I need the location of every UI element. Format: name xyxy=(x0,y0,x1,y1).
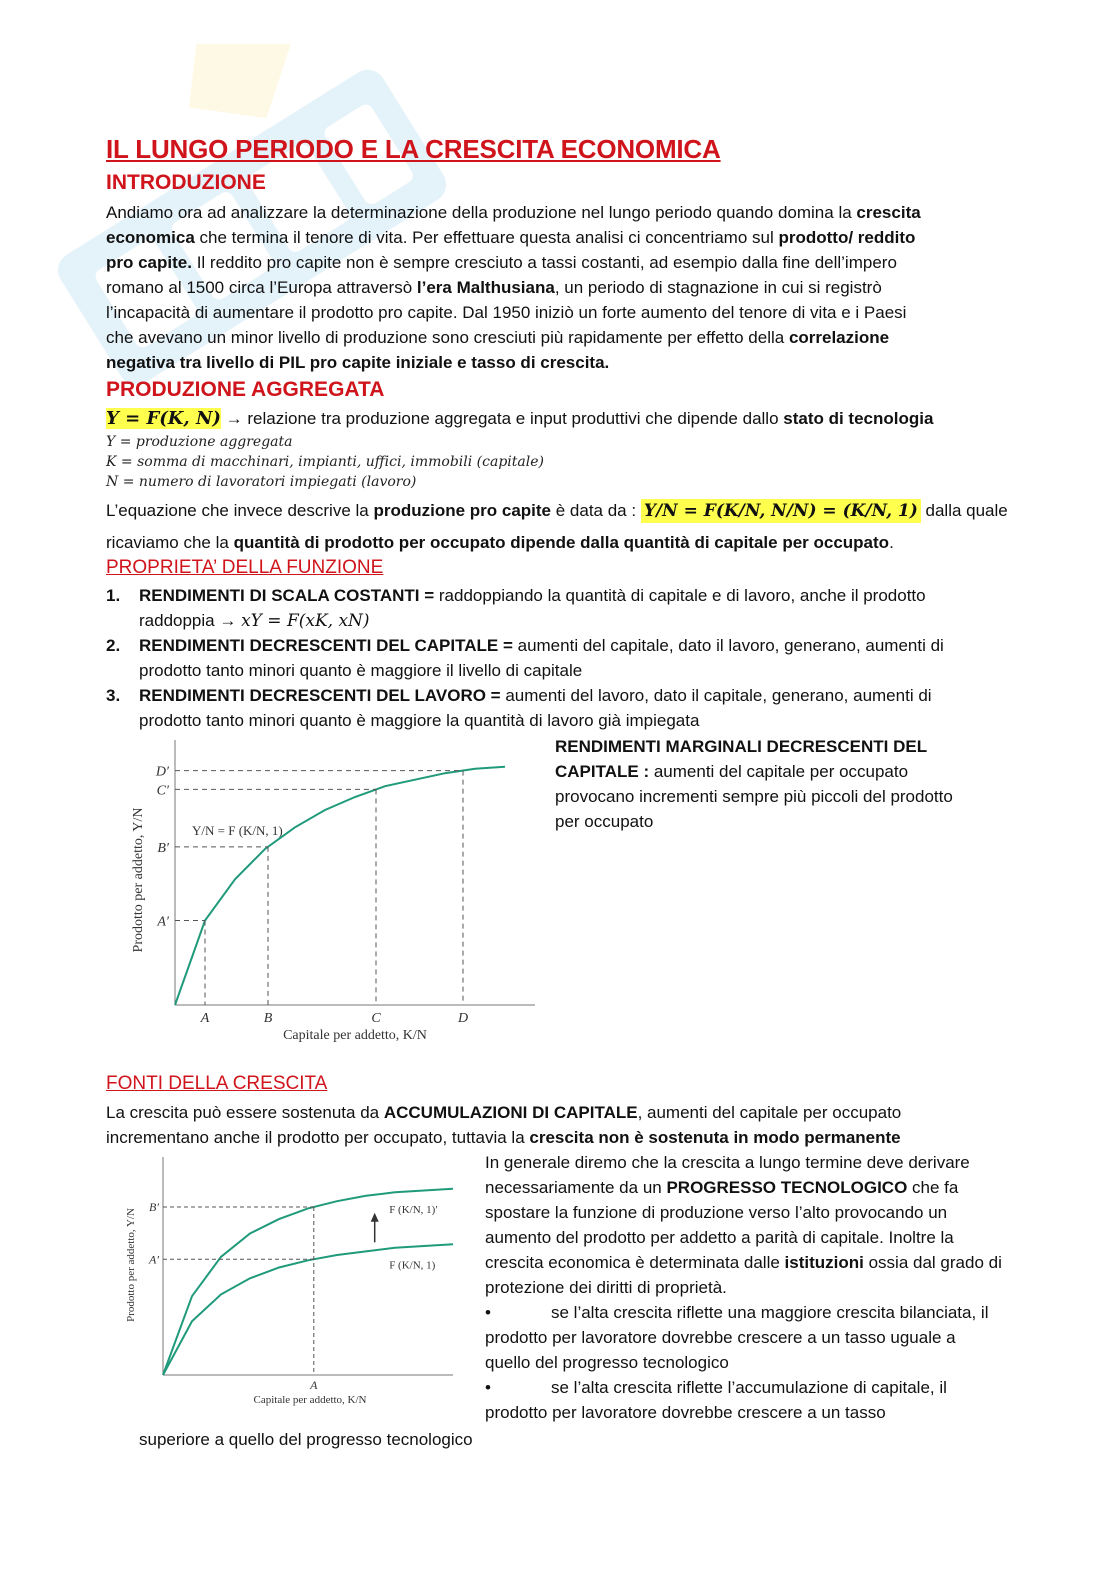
per-capita-formula: Y/N = F(K/N, N/N) = (K/N, 1) xyxy=(641,499,921,523)
production-function-line: Y = F(K, N) → relazione tra produzione aggregata e input produttivi che dipende dallo stato di tecnologia xyxy=(106,408,934,429)
bullet-balanced-growth: • se l’alta crescita riflette una maggiore crescita bilanciata, il prodotto per lavoratore dovrebbe crescere a un tasso uguale a quello del progresso tecnologico xyxy=(485,1300,1005,1375)
intro-heading: INTRODUZIONE xyxy=(106,171,266,194)
chart1-x-tick-label: A xyxy=(200,1011,210,1026)
chart2-arrow-head-icon xyxy=(371,1213,379,1222)
properties-heading: PROPRIETA’ DELLA FUNZIONE xyxy=(106,557,384,578)
bullet-capital-accumulation: • se l’alta crescita riflette l’accumulazione di capitale, il prodotto per lavoratore dovrebbe crescere a un tasso xyxy=(485,1375,1005,1425)
chart2-series-label: F (K/N, 1) xyxy=(389,1259,436,1272)
chart2-x-axis-label: Capitale per addetto, K/N xyxy=(253,1394,367,1406)
diminishing-returns-note: RENDIMENTI MARGINALI DECRESCENTI DEL CAPITALE : aumenti del capitale per occupato provocano incrementi sempre più piccoli del prodotto per occupato xyxy=(555,737,953,831)
production-heading: PRODUZIONE AGGREGATA xyxy=(106,378,385,401)
definition-k: K = somma di macchinari, impianti, uffici, immobili (capitale) xyxy=(106,454,544,470)
bullet-icon: • xyxy=(485,1303,491,1322)
chart2-y-axis-label: Prodotto per addetto, Y/N xyxy=(125,1208,137,1322)
chart1-production-curve xyxy=(175,767,505,1005)
chart2-series-label: F (K/N, 1)′ xyxy=(389,1203,438,1216)
property-item-2: 2. RENDIMENTI DECRESCENTI DEL CAPITALE = aumenti del capitale, dato il lavoro, generano, aumenti di prodotto tanto minori quanto è maggiore il livello di capitale xyxy=(106,636,944,680)
chart1-x-axis-label: Capitale per addetto, K/N xyxy=(283,1028,427,1043)
per-capita-equation-line: L’equazione che invece descrive la produzione pro capite è data da : Y/N = F(K/N, N/N) = (K/N, 1) dalla quale xyxy=(106,501,1008,521)
chart2-y-tick-label: A′ xyxy=(149,1252,159,1267)
document-title: IL LUNGO PERIODO E LA CRESCITA ECONOMICA xyxy=(106,134,721,164)
chart1-y-tick-label: A′ xyxy=(157,914,169,930)
technology-shift-chart xyxy=(120,1155,465,1410)
definition-y: Y = produzione aggregata xyxy=(106,434,293,450)
definition-n: N = numero di lavoratori impiegati (lavoro) xyxy=(106,474,417,490)
chart1-y-tick-label: B′ xyxy=(157,840,169,856)
technological-progress-paragraph: In generale diremo che la crescita a lungo termine deve derivare necessariamente da un PROGRESSO TECNOLOGICO che fa spostare la funzione di produzione verso l’alto provocando un aumento del prodotto per addetto a parità di capitale. Inoltre la crescita economica è determinata dalle istituzioni ossia dal grado di protezione dei diritti di proprietà. • se l’alta crescita riflette una maggiore crescita bilanciata, il prodotto per lavoratore dovrebbe crescere a un tasso uguale a quello del progresso tecnologico • se l’alta crescita riflette l’accumulazione di capitale, il prodotto per lavoratore dovrebbe crescere a un tasso xyxy=(485,1150,1005,1425)
chart2-y-tick-label: B′ xyxy=(149,1199,159,1214)
chart1-x-tick-label: D xyxy=(457,1011,469,1026)
bullet-icon: • xyxy=(485,1378,491,1397)
per-capita-conclusion: ricaviamo che la quantità di prodotto per occupato dipende dalla quantità di capitale per occupato. xyxy=(106,533,894,552)
arrow-icon: → xyxy=(225,409,243,428)
bullet-continuation: superiore a quello del progresso tecnologico xyxy=(139,1430,473,1449)
property-item-1: 1. RENDIMENTI DI SCALA COSTANTI = raddoppiando la quantità di capitale e di lavoro, anche il prodotto raddoppia → xY = F(xK, xN) xyxy=(106,586,926,631)
chart1-y-tick-label: C′ xyxy=(156,783,169,799)
chart1-x-tick-label: C xyxy=(371,1011,381,1026)
growth-sources-heading: FONTI DELLA CRESCITA xyxy=(106,1073,328,1094)
chart1-x-tick-label: B xyxy=(263,1011,273,1026)
chart2-x-tick-label: A xyxy=(310,1378,318,1392)
intro-paragraph: Andiamo ora ad analizzare la determinazione della produzione nel lungo periodo quando domina la crescita economica che termina il tenore di vita. Per effettuare questa analisi ci concentriamo sul prodotto/ reddito pro capite. Il reddito pro capite non è sempre cresciuto a tassi costanti, ad esempio dalla fine dell’impero romano al 1500 circa l’Europa attraversò l’era Malthusiana, un periodo di stagnazione in cui si registrò l’incapacità di aumentare il prodotto pro capite. Dal 1950 iniziò un forte aumento del tenore di vita e i Paesi che avevano un minor livello di produzione sono cresciuti più rapidamente per effetto della correlazione negativa tra livello di PIL pro capite iniziale e tasso di crescita. xyxy=(106,203,921,372)
chart1-y-axis-label: Prodotto per addetto, Y/N xyxy=(131,807,146,953)
capital-returns-chart xyxy=(120,735,545,1050)
production-formula: Y = F(K, N) xyxy=(106,408,221,429)
growth-sources-paragraph: La crescita può essere sostenuta da ACCUMULAZIONI DI CAPITALE, aumenti del capitale per occupato incrementano anche il prodotto per occupato, tuttavia la crescita non è sostenuta in modo permanente xyxy=(106,1103,902,1147)
chart1-curve-label: Y/N = F (K/N, 1) xyxy=(192,823,283,838)
property-item-3: 3. RENDIMENTI DECRESCENTI DEL LAVORO = aumenti del lavoro, dato il capitale, generano, aumenti di prodotto tanto minori quanto è maggiore la quantità di lavoro già impiegata xyxy=(106,686,932,730)
chart2-upper-curve xyxy=(163,1189,453,1375)
chart1-y-tick-label: D′ xyxy=(155,764,169,780)
